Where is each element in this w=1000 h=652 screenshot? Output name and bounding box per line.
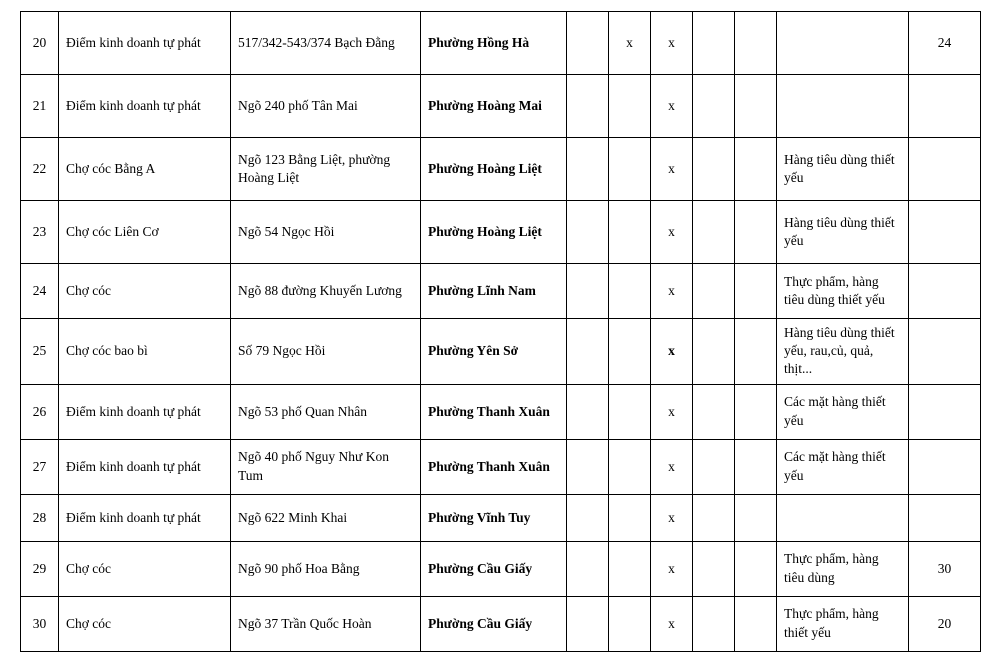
- cell-no: 21: [21, 75, 59, 138]
- cell-mark-1: [567, 138, 609, 201]
- cell-type: Chợ cóc: [59, 596, 231, 651]
- cell-mark-1: [567, 12, 609, 75]
- cell-type: Điểm kinh doanh tự phát: [59, 439, 231, 494]
- cell-ward: Phường Hoàng Liệt: [421, 138, 567, 201]
- cell-mark-5: [735, 596, 777, 651]
- cell-mark-2: [609, 541, 651, 596]
- cell-type: Chợ cóc: [59, 264, 231, 319]
- cell-mark-4: [693, 541, 735, 596]
- cell-mark-5: [735, 384, 777, 439]
- cell-mark-4: [693, 264, 735, 319]
- table-row: [21, 264, 981, 319]
- cell-ward: Phường Hoàng Mai: [421, 75, 567, 138]
- cell-mark-4: [693, 319, 735, 385]
- cell-type: Điểm kinh doanh tự phát: [59, 75, 231, 138]
- cell-address: Ngõ 240 phố Tân Mai: [231, 75, 421, 138]
- cell-mark-2: x: [609, 12, 651, 75]
- cell-address: Ngõ 40 phố Nguy Như Kon Tum: [231, 439, 421, 494]
- cell-ward: Phường Cầu Giấy: [421, 541, 567, 596]
- cell-goods: Thực phẩm, hàng tiêu dùng: [777, 541, 909, 596]
- cell-goods: Hàng tiêu dùng thiết yếu: [777, 138, 909, 201]
- cell-mark-3: x: [651, 384, 693, 439]
- cell-ward: Phường Yên Sở: [421, 319, 567, 385]
- cell-goods: [777, 12, 909, 75]
- cell-address: Ngõ 88 đường Khuyến Lương: [231, 264, 421, 319]
- cell-mark-1: [567, 439, 609, 494]
- cell-mark-3: x: [651, 494, 693, 541]
- cell-count: [909, 494, 981, 541]
- cell-mark-2: [609, 75, 651, 138]
- cell-mark-2: [609, 494, 651, 541]
- table-row: [21, 138, 981, 201]
- cell-type: Điểm kinh doanh tự phát: [59, 494, 231, 541]
- cell-mark-1: [567, 596, 609, 651]
- cell-mark-4: [693, 12, 735, 75]
- cell-goods: Thực phẩm, hàng tiêu dùng thiết yếu: [777, 264, 909, 319]
- table-row: [21, 12, 981, 75]
- cell-mark-3: x: [651, 439, 693, 494]
- cell-address: Số 79 Ngọc Hồi: [231, 319, 421, 385]
- cell-address: Ngõ 90 phố Hoa Bằng: [231, 541, 421, 596]
- cell-goods: Hàng tiêu dùng thiết yếu, rau,củ, quả, thịt...: [777, 319, 909, 385]
- cell-mark-5: [735, 201, 777, 264]
- cell-mark-5: [735, 541, 777, 596]
- cell-type: Chợ cóc Liên Cơ: [59, 201, 231, 264]
- cell-no: 20: [21, 12, 59, 75]
- cell-no: 23: [21, 201, 59, 264]
- cell-count: [909, 319, 981, 385]
- cell-mark-1: [567, 319, 609, 385]
- cell-count: [909, 201, 981, 264]
- cell-mark-2: [609, 264, 651, 319]
- table-row: [21, 319, 981, 385]
- table-row: [21, 201, 981, 264]
- cell-address: Ngõ 123 Bằng Liệt, phường Hoàng Liệt: [231, 138, 421, 201]
- cell-mark-4: [693, 439, 735, 494]
- cell-mark-1: [567, 264, 609, 319]
- cell-mark-3: x: [651, 264, 693, 319]
- cell-mark-5: [735, 439, 777, 494]
- cell-mark-5: [735, 264, 777, 319]
- cell-mark-3: x: [651, 138, 693, 201]
- cell-no: 26: [21, 384, 59, 439]
- cell-goods: Hàng tiêu dùng thiết yếu: [777, 201, 909, 264]
- market-list-table: [20, 11, 981, 652]
- cell-no: 30: [21, 596, 59, 651]
- cell-mark-5: [735, 12, 777, 75]
- cell-mark-3: x: [651, 75, 693, 138]
- cell-no: 28: [21, 494, 59, 541]
- cell-mark-2: [609, 319, 651, 385]
- cell-address: 517/342-543/374 Bạch Đằng: [231, 12, 421, 75]
- cell-ward: Phường Vĩnh Tuy: [421, 494, 567, 541]
- cell-mark-4: [693, 596, 735, 651]
- cell-count: [909, 75, 981, 138]
- document-page: [0, 11, 1000, 640]
- cell-mark-3: x: [651, 596, 693, 651]
- cell-goods: [777, 75, 909, 138]
- cell-mark-4: [693, 201, 735, 264]
- cell-mark-4: [693, 75, 735, 138]
- cell-count: 20: [909, 596, 981, 651]
- cell-count: [909, 264, 981, 319]
- cell-ward: Phường Lĩnh Nam: [421, 264, 567, 319]
- table-row: [21, 439, 981, 494]
- cell-ward: Phường Thanh Xuân: [421, 384, 567, 439]
- cell-goods: Các mặt hàng thiết yếu: [777, 384, 909, 439]
- table-row: [21, 596, 981, 651]
- cell-ward: Phường Thanh Xuân: [421, 439, 567, 494]
- cell-mark-3: x: [651, 12, 693, 75]
- cell-type: Chợ cóc bao bì: [59, 319, 231, 385]
- cell-type: Điểm kinh doanh tự phát: [59, 12, 231, 75]
- cell-type: Điểm kinh doanh tự phát: [59, 384, 231, 439]
- cell-mark-2: [609, 201, 651, 264]
- cell-no: 29: [21, 541, 59, 596]
- cell-no: 25: [21, 319, 59, 385]
- cell-mark-5: [735, 75, 777, 138]
- cell-mark-2: [609, 439, 651, 494]
- cell-type: Chợ cóc: [59, 541, 231, 596]
- cell-mark-1: [567, 494, 609, 541]
- cell-goods: Thực phẩm, hàng thiết yếu: [777, 596, 909, 651]
- cell-no: 24: [21, 264, 59, 319]
- cell-ward: Phường Hoàng Liệt: [421, 201, 567, 264]
- cell-mark-3: x: [651, 319, 693, 385]
- cell-count: 30: [909, 541, 981, 596]
- cell-goods: [777, 494, 909, 541]
- cell-mark-4: [693, 494, 735, 541]
- cell-mark-4: [693, 384, 735, 439]
- cell-mark-5: [735, 494, 777, 541]
- cell-no: 27: [21, 439, 59, 494]
- cell-address: Ngõ 37 Trần Quốc Hoàn: [231, 596, 421, 651]
- cell-mark-2: [609, 138, 651, 201]
- cell-mark-1: [567, 75, 609, 138]
- cell-mark-2: [609, 596, 651, 651]
- table-row: [21, 384, 981, 439]
- cell-address: Ngõ 53 phố Quan Nhân: [231, 384, 421, 439]
- cell-goods: Các mặt hàng thiết yếu: [777, 439, 909, 494]
- cell-mark-5: [735, 319, 777, 385]
- table-row: [21, 75, 981, 138]
- cell-mark-3: x: [651, 201, 693, 264]
- cell-count: [909, 384, 981, 439]
- cell-mark-3: x: [651, 541, 693, 596]
- cell-ward: Phường Cầu Giấy: [421, 596, 567, 651]
- cell-type: Chợ cóc Bằng A: [59, 138, 231, 201]
- cell-address: Ngõ 622 Minh Khai: [231, 494, 421, 541]
- cell-address: Ngõ 54 Ngọc Hồi: [231, 201, 421, 264]
- cell-mark-1: [567, 201, 609, 264]
- cell-mark-5: [735, 138, 777, 201]
- table-row: [21, 494, 981, 541]
- cell-mark-1: [567, 384, 609, 439]
- cell-no: 22: [21, 138, 59, 201]
- cell-mark-2: [609, 384, 651, 439]
- cell-count: [909, 439, 981, 494]
- cell-count: [909, 138, 981, 201]
- cell-mark-4: [693, 138, 735, 201]
- table-row: [21, 541, 981, 596]
- cell-ward: Phường Hồng Hà: [421, 12, 567, 75]
- cell-mark-1: [567, 541, 609, 596]
- cell-count: 24: [909, 12, 981, 75]
